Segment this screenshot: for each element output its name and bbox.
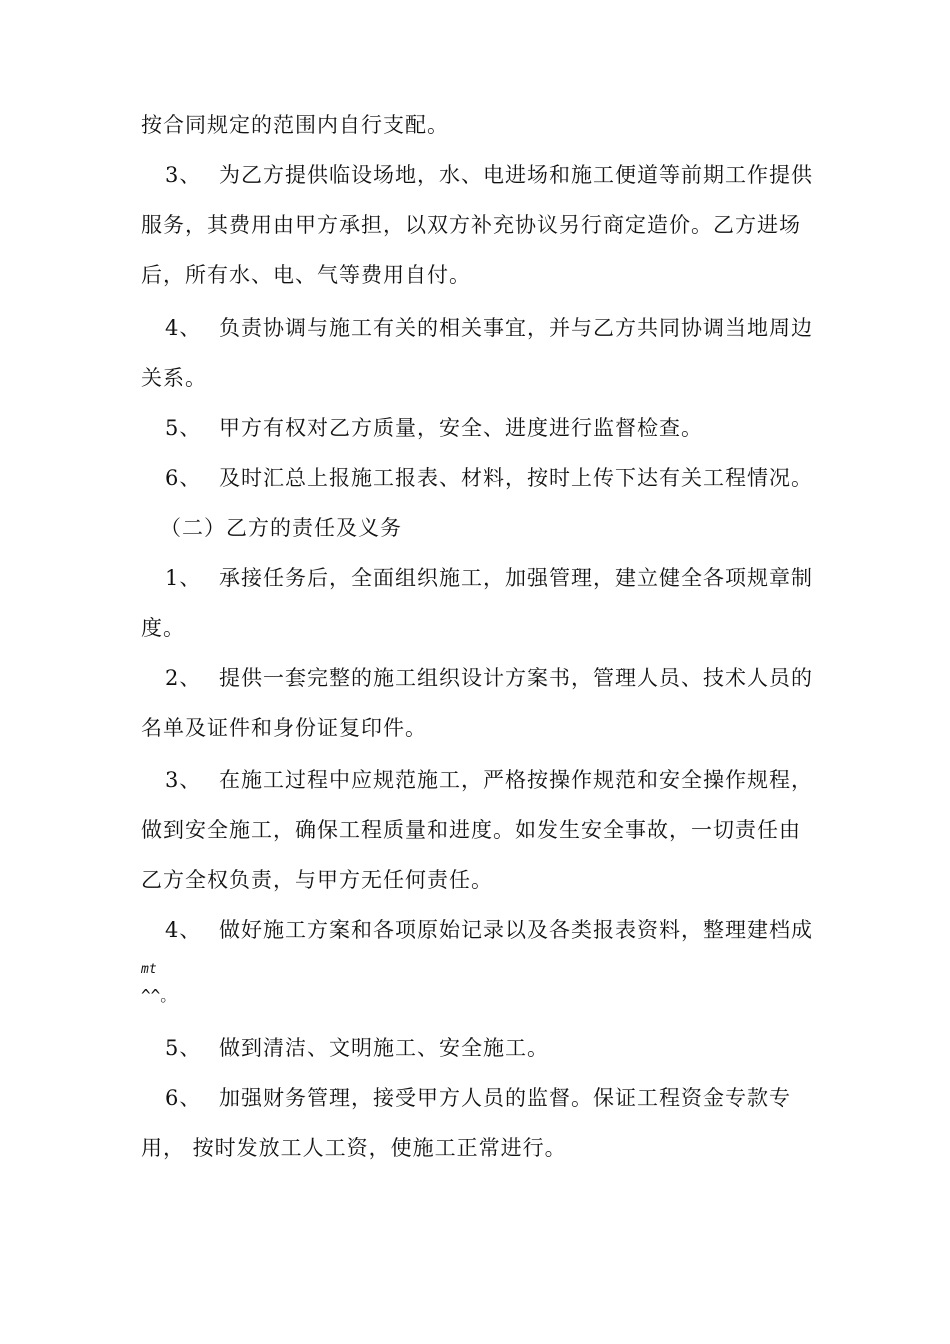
list-item-3b xyxy=(165,765,865,795)
item-text: 及时汇总上报施工报表、材料，按时上传下达有关工程情况。 xyxy=(219,466,813,490)
item-text: 在施工过程中应规范施工，严格按操作规范和安全操作规程， xyxy=(219,768,813,792)
item-number: 6、 xyxy=(165,466,202,490)
section-heading: （二）乙方的责任及义务 xyxy=(160,516,402,540)
item-number: 2、 xyxy=(165,666,202,690)
item-number: 3、 xyxy=(165,768,202,792)
list-item-5 xyxy=(165,413,865,443)
paragraph-line: 做到安全施工，确保工程质量和进度。如发生安全事故，一切责任由 xyxy=(141,818,801,842)
paragraph-line: 名单及证件和身份证复印件。 xyxy=(141,716,427,740)
item-text: 做到清洁、文明施工、安全施工。 xyxy=(219,1036,549,1060)
list-item-3 xyxy=(165,160,865,190)
item-text: 甲方有权对乙方质量，安全、进度进行监督检查。 xyxy=(219,416,703,440)
paragraph-line: 度。 xyxy=(141,616,185,640)
item-number: 1、 xyxy=(165,566,202,590)
item-text: 提供一套完整的施工组织设计方案书，管理人员、技术人员的 xyxy=(219,666,813,690)
item-text: 负责协调与施工有关的相关事宜，并与乙方共同协调当地周边 xyxy=(219,316,813,340)
paragraph-line: 乙方全权负责，与甲方无任何责任。 xyxy=(141,868,493,892)
item-number: 4、 xyxy=(165,316,202,340)
item-number: 5、 xyxy=(165,1036,202,1060)
item-text: 承接任务后，全面组织施工，加强管理，建立健全各项规章制 xyxy=(219,566,813,590)
paragraph-line: 服务，其费用由甲方承担，以双方补充协议另行商定造价。乙方进场 xyxy=(141,213,801,237)
paragraph-line: 用， 按时发放工人工资，使施工正常进行。 xyxy=(141,1136,567,1160)
list-item-1 xyxy=(165,563,865,593)
item-number: 3、 xyxy=(165,163,202,187)
item-text: 为乙方提供临设场地，水、电进场和施工便道等前期工作提供 xyxy=(219,163,813,187)
item-text: 加强财务管理，接受甲方人员的监督。保证工程资金专款专 xyxy=(219,1086,791,1110)
paragraph-line: 按合同规定的范围内自行支配。 xyxy=(141,113,449,137)
item-text: 做好施工方案和各项原始记录以及各类报表资料，整理建档成 xyxy=(219,918,813,942)
list-item-2 xyxy=(165,663,865,693)
item-number: 4、 xyxy=(165,918,202,942)
ocr-artifact-text: mt xyxy=(141,962,157,977)
list-item-6 xyxy=(165,463,865,493)
item-number: 5、 xyxy=(165,416,202,440)
list-item-4b xyxy=(165,915,865,945)
item-number: 6、 xyxy=(165,1086,202,1110)
list-item-5b xyxy=(165,1033,865,1063)
list-item-6b xyxy=(165,1083,865,1113)
ocr-artifact-text: ^^。 xyxy=(141,986,177,1005)
paragraph-line: 关系。 xyxy=(141,366,207,390)
list-item-4 xyxy=(165,313,865,343)
paragraph-line: 后，所有水、电、气等费用自付。 xyxy=(141,263,471,287)
